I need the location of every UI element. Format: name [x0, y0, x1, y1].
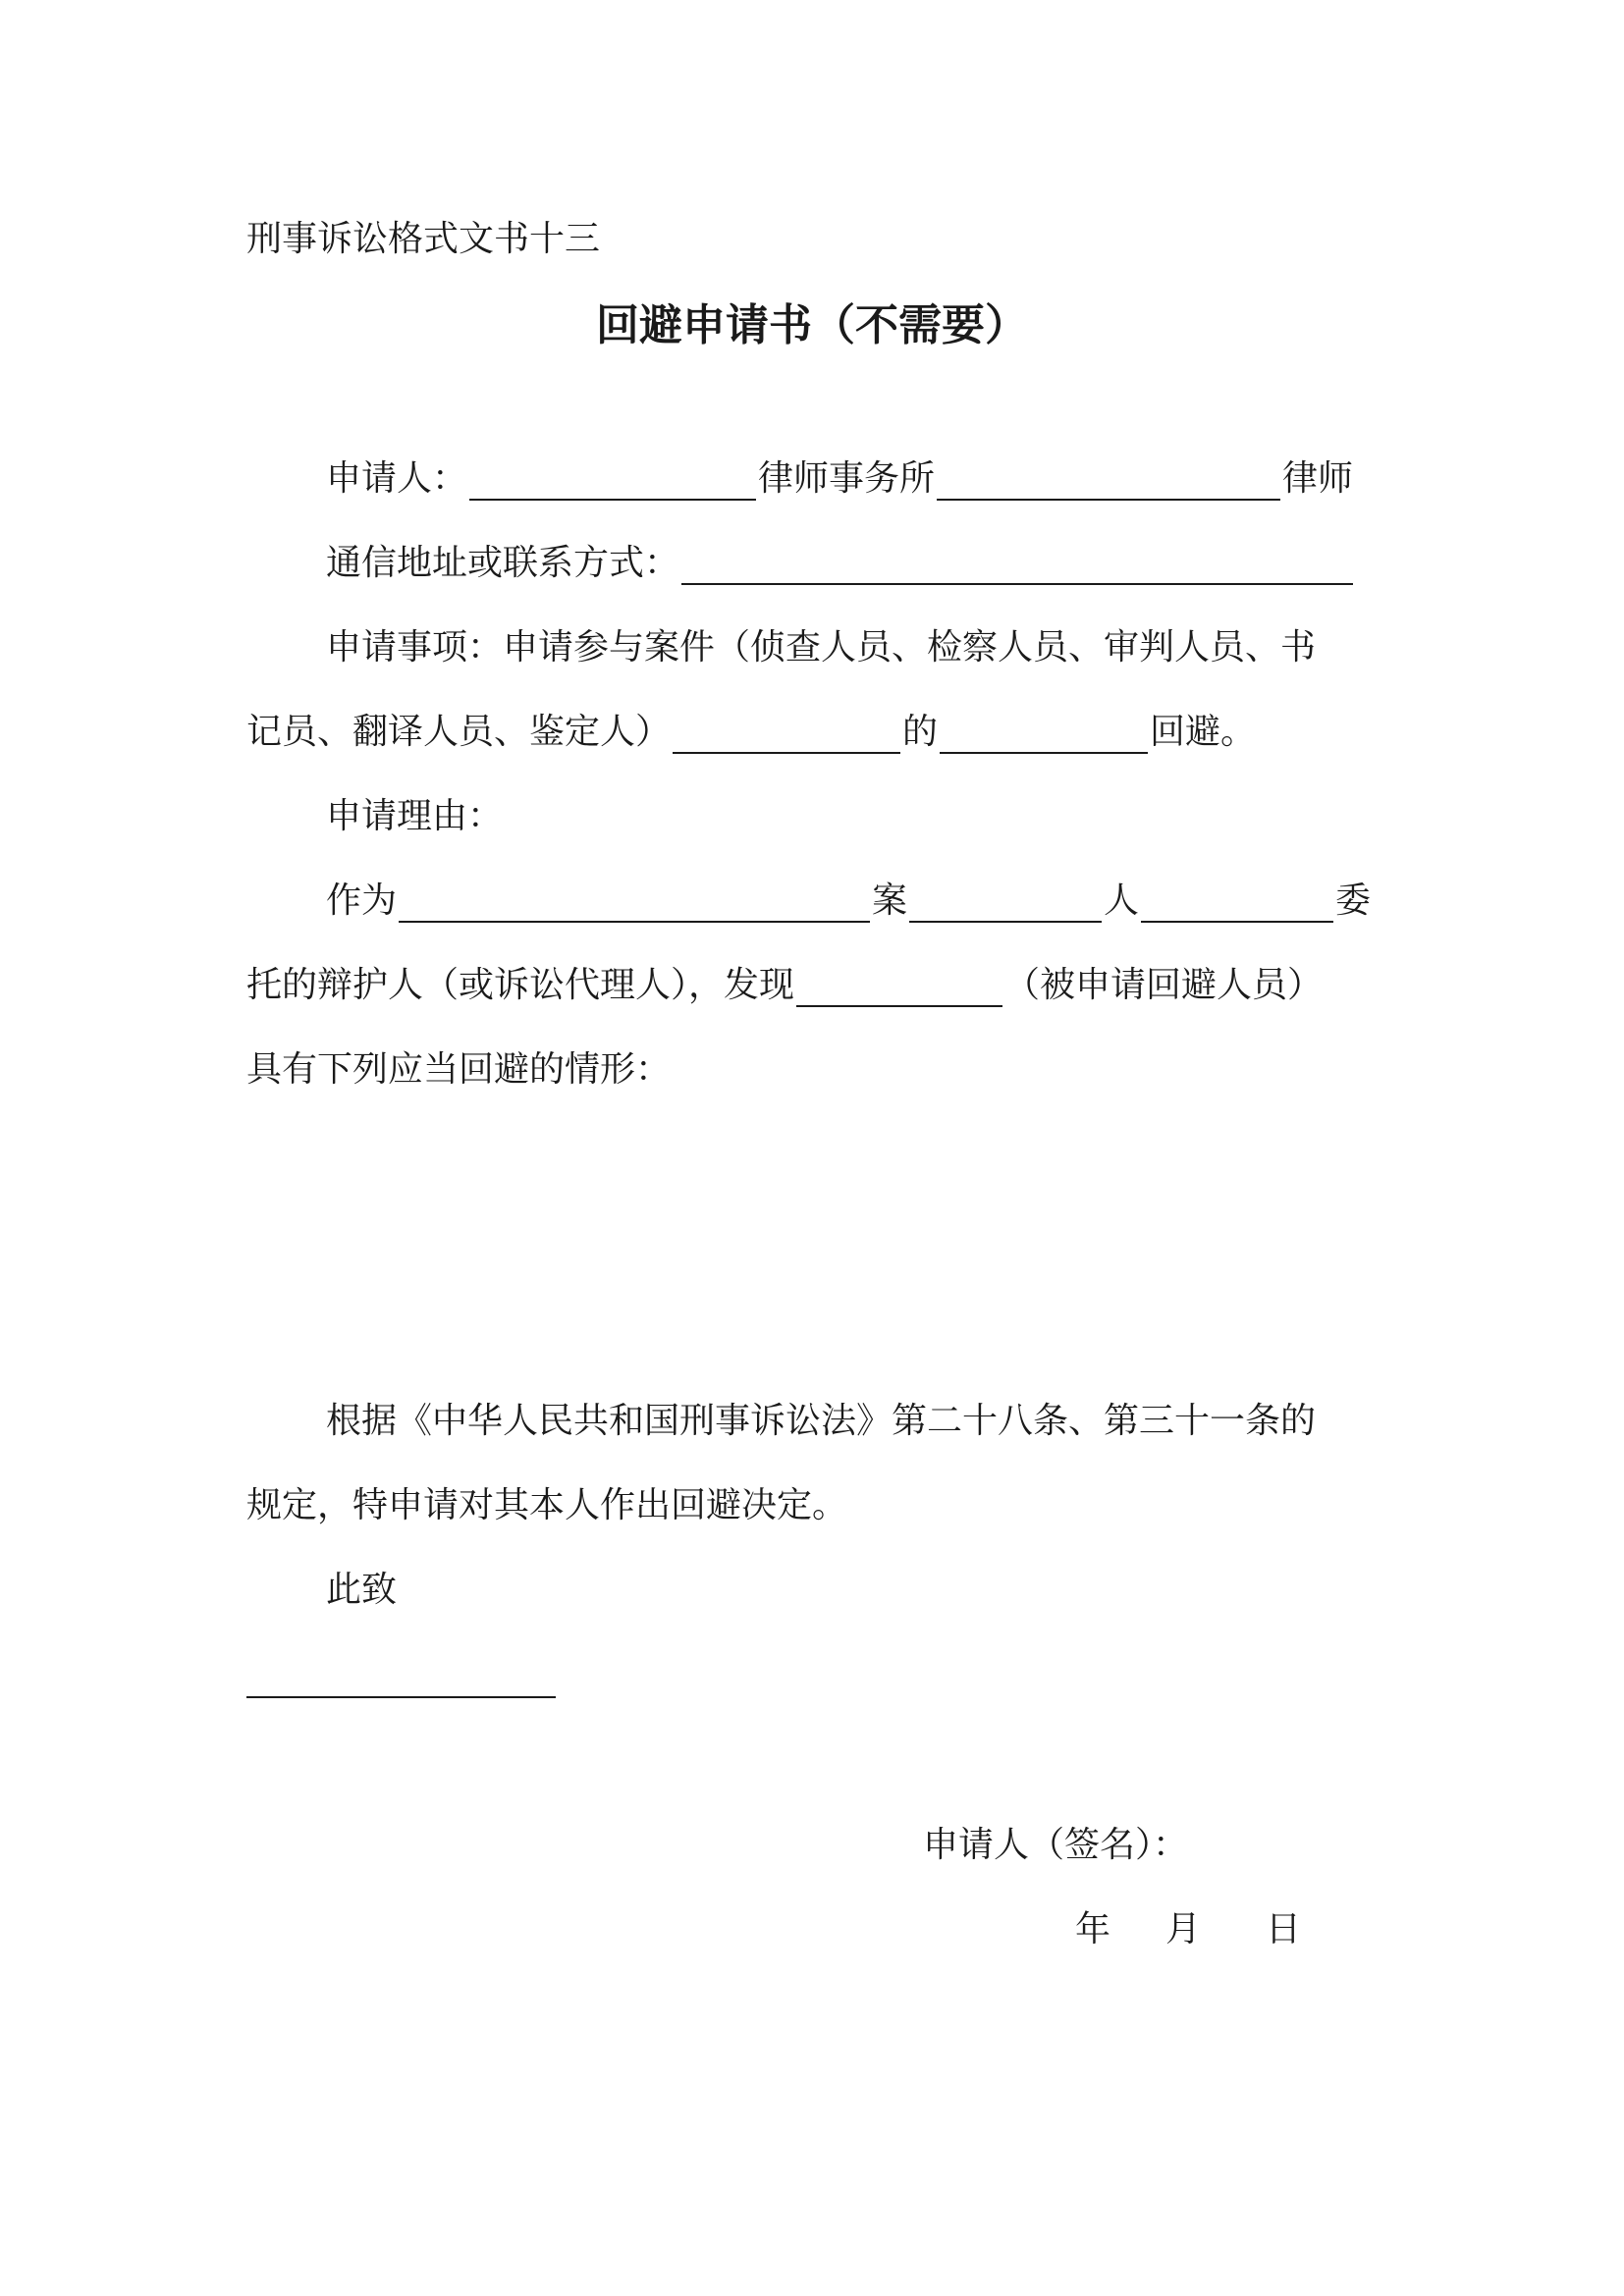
reason-respondent-text: （被申请回避人员）: [1004, 965, 1324, 1005]
date-month: 月: [1165, 1909, 1202, 1949]
lawyer-label: 律师: [1282, 458, 1354, 499]
contact-field[interactable]: [681, 548, 1353, 585]
request-avoid-text: 回避。: [1150, 712, 1257, 752]
request-line-2: [246, 711, 1256, 754]
reason-case-text: 案: [872, 881, 908, 921]
applicant-label: 申请人：: [326, 458, 468, 499]
request-roles-text: 记员、翻译人员、鉴定人）: [246, 712, 672, 752]
applicant-name-field[interactable]: [469, 463, 756, 501]
party-role-field[interactable]: [909, 885, 1102, 923]
party-name-field[interactable]: [1141, 885, 1333, 923]
basis-line-1: 根据《中华人民共和国刑事诉讼法》第二十八条、第三十一条的: [326, 1401, 1317, 1441]
recipient-field[interactable]: [246, 1696, 556, 1698]
contact-label: 通信地址或联系方式：: [326, 543, 680, 583]
basis-line-2: 规定，特申请对其本人作出回避决定。: [246, 1485, 848, 1525]
reason-line-2: [246, 964, 1323, 1007]
request-line-1: 申请事项：申请参与案件（侦查人员、检察人员、审判人员、书: [326, 627, 1317, 667]
date-day: 日: [1266, 1909, 1302, 1949]
request-of-text: 的: [902, 712, 939, 752]
person-field[interactable]: [940, 717, 1148, 754]
form-label: 刑事诉讼格式文书十三: [246, 219, 601, 259]
closing-text: 此致: [326, 1570, 398, 1610]
document-title: 回避申请书（不需要）: [596, 300, 1028, 350]
signature-label: 申请人（签名）：: [923, 1825, 1189, 1865]
reason-label: 申请理由：: [326, 796, 504, 836]
lawyer-name-field[interactable]: [937, 463, 1280, 501]
date-year: 年: [1075, 1909, 1111, 1949]
case-name-field[interactable]: [399, 885, 870, 923]
reason-line-3: 具有下列应当回避的情形：: [246, 1049, 672, 1090]
reason-discover-text: 托的辩护人（或诉讼代理人），发现: [246, 965, 795, 1005]
reason-as-text: 作为: [326, 881, 398, 921]
applicant-line: [326, 457, 1353, 501]
respondent-field[interactable]: [796, 970, 1002, 1007]
law-firm-label: 律师事务所: [758, 458, 936, 499]
contact-line: [326, 542, 1355, 585]
date-line: [1075, 1908, 1301, 1951]
reason-entrust-text: 委: [1335, 881, 1372, 921]
case-field[interactable]: [673, 717, 900, 754]
reason-line-1: [326, 880, 1371, 923]
reason-person-text: 人: [1104, 881, 1140, 921]
